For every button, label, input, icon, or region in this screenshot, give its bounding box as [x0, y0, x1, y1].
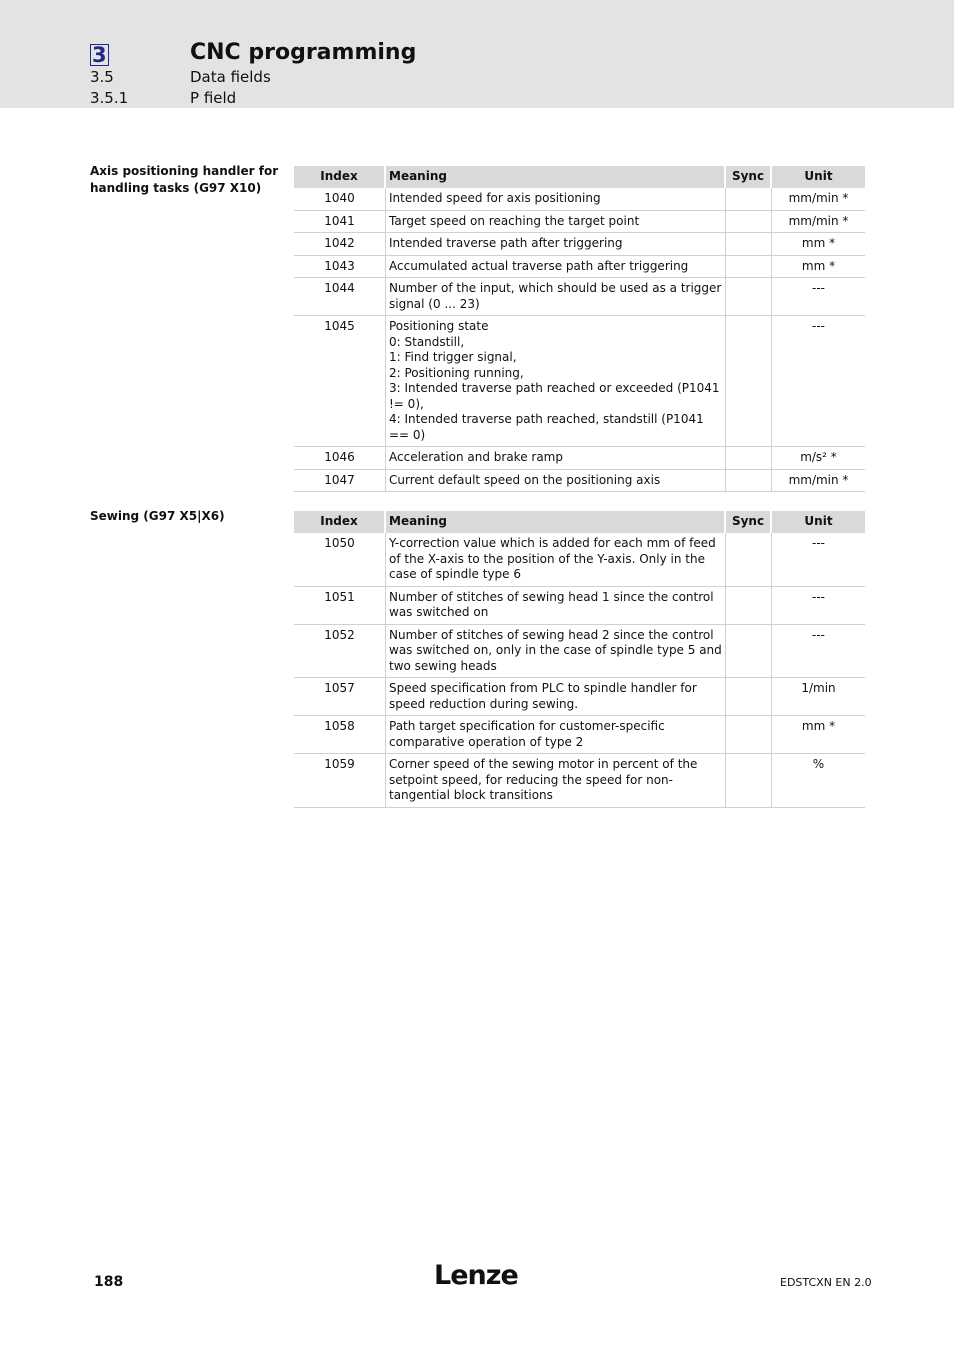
cell-meaning [386, 188, 726, 211]
cell-meaning [386, 470, 726, 493]
meaning-line: Corner speed of the sewing motor in percent of the setpoint speed, for reducing the speed for non-tangential block transitions [389, 757, 698, 802]
cell-index: 1045 [294, 316, 386, 447]
cell-index: 1044 [294, 278, 386, 316]
table-row [294, 316, 865, 447]
table-row [294, 587, 865, 625]
cell-index: 1040 [294, 188, 386, 211]
cell-meaning [386, 754, 726, 808]
cell-meaning [386, 716, 726, 754]
cell-sync [726, 678, 772, 716]
chapter-title: CNC programming [190, 40, 417, 65]
cell-unit: mm/min * [772, 188, 865, 211]
cell-unit: --- [772, 625, 865, 679]
meaning-line: Number of the input, which should be used as a trigger signal (0 ... 23) [389, 281, 722, 311]
cell-sync [726, 256, 772, 279]
cell-meaning [386, 211, 726, 234]
column-header-meaning: Meaning [386, 166, 726, 188]
column-header-sync: Sync [726, 511, 772, 533]
cell-index: 1046 [294, 447, 386, 470]
table-row [294, 447, 865, 470]
cell-index: 1047 [294, 470, 386, 493]
table-label-axis-positioning: Axis positioning handler for handling tasks (G97 X10) [90, 164, 279, 195]
table-row [294, 716, 865, 754]
meaning-line: Number of stitches of sewing head 2 since the control was switched on, only in the case of spindle type 5 and two sewing heads [389, 627, 722, 673]
table-header-row [294, 511, 865, 533]
meaning-line: 4: Intended traverse path reached, standstill (P1041 == 0) [389, 412, 704, 442]
meaning-line: Current default speed on the positioning axis [389, 472, 661, 487]
cell-index: 1041 [294, 211, 386, 234]
cell-index: 1043 [294, 256, 386, 279]
meaning-line: 1: Find trigger signal, [389, 350, 517, 364]
cell-meaning [386, 678, 726, 716]
cell-sync [726, 447, 772, 470]
cell-unit: m/s² * [772, 447, 865, 470]
chapter-number-link[interactable]: 3 [92, 43, 107, 67]
meaning-line: Accumulated actual traverse path after triggering [389, 258, 689, 273]
cell-sync [726, 587, 772, 625]
cell-unit: mm * [772, 256, 865, 279]
section-number: 3.5 [90, 68, 114, 86]
meaning-line: Path target specification for customer-specific comparative operation of type 2 [389, 719, 665, 749]
meaning-line: Acceleration and brake ramp [389, 450, 563, 464]
table-label-sewing: Sewing (G97 X5|X6) [90, 509, 225, 523]
table-row [294, 188, 865, 211]
column-header-index: Index [294, 166, 386, 188]
cell-index: 1050 [294, 533, 386, 587]
meaning-line: 3: Intended traverse path reached or exceeded (P1041 != 0), [389, 381, 720, 411]
cell-unit: --- [772, 587, 865, 625]
table-row [294, 470, 865, 493]
cell-sync [726, 316, 772, 447]
column-header-sync: Sync [726, 166, 772, 188]
cell-unit: 1/min [772, 678, 865, 716]
column-header-unit: Unit [772, 166, 865, 188]
cell-sync [726, 278, 772, 316]
table-sewing [294, 511, 865, 808]
column-header-meaning: Meaning [386, 511, 726, 533]
cell-sync [726, 470, 772, 493]
cell-index: 1059 [294, 754, 386, 808]
cell-unit: mm * [772, 233, 865, 256]
meaning-line: 0: Standstill, [389, 334, 465, 349]
cell-unit: --- [772, 533, 865, 587]
cell-meaning [386, 233, 726, 256]
meaning-line: 2: Positioning running, [389, 365, 524, 380]
meaning-line: Intended speed for axis positioning [389, 191, 601, 205]
table-header-row [294, 166, 865, 188]
table-row [294, 754, 865, 808]
cell-index: 1052 [294, 625, 386, 679]
table-row [294, 211, 865, 234]
table-row [294, 233, 865, 256]
cell-unit: mm/min * [772, 470, 865, 493]
table-row [294, 256, 865, 279]
cell-sync [726, 188, 772, 211]
cell-index: 1058 [294, 716, 386, 754]
cell-unit: --- [772, 316, 865, 447]
meaning-line: Number of stitches of sewing head 1 since the control was switched on [389, 589, 714, 619]
cell-sync [726, 625, 772, 679]
cell-meaning [386, 316, 726, 447]
subsection-number: 3.5.1 [90, 89, 129, 107]
meaning-line: Speed specification from PLC to spindle handler for speed reduction during sewing. [389, 681, 697, 711]
cell-index: 1057 [294, 678, 386, 716]
table-row [294, 278, 865, 316]
cell-unit: mm/min * [772, 211, 865, 234]
subsection-title: P field [190, 89, 237, 107]
table-row [294, 533, 865, 587]
cell-unit: --- [772, 278, 865, 316]
cell-meaning [386, 533, 726, 587]
cell-sync [726, 533, 772, 587]
meaning-line: Intended traverse path after triggering [389, 236, 623, 250]
cell-index: 1042 [294, 233, 386, 256]
column-header-unit: Unit [772, 511, 865, 533]
section-title: Data fields [190, 68, 271, 86]
table-body [294, 533, 865, 808]
cell-unit: mm * [772, 716, 865, 754]
table-row [294, 678, 865, 716]
cell-sync [726, 211, 772, 234]
cell-index: 1051 [294, 587, 386, 625]
cell-sync [726, 754, 772, 808]
table-axis-positioning [294, 166, 865, 492]
meaning-line: Y-correction value which is added for each mm of feed of the X-axis to the position of the Y-axis. Only in the case of spindle type 6 [389, 536, 716, 581]
cell-sync [726, 716, 772, 754]
header-band [0, 0, 954, 108]
table-body [294, 188, 865, 492]
cell-unit: % [772, 754, 865, 808]
lenze-logo: Lenze [434, 1260, 518, 1291]
column-header-index: Index [294, 511, 386, 533]
cell-meaning [386, 625, 726, 679]
document-id: EDSTCXN EN 2.0 [780, 1276, 872, 1289]
cell-meaning [386, 278, 726, 316]
meaning-line: Target speed on reaching the target point [389, 213, 640, 228]
cell-meaning [386, 587, 726, 625]
meaning-line: Positioning state [389, 319, 489, 333]
cell-meaning [386, 447, 726, 470]
table-row [294, 625, 865, 679]
cell-meaning [386, 256, 726, 279]
page-number: 188 [94, 1274, 124, 1290]
cell-sync [726, 233, 772, 256]
